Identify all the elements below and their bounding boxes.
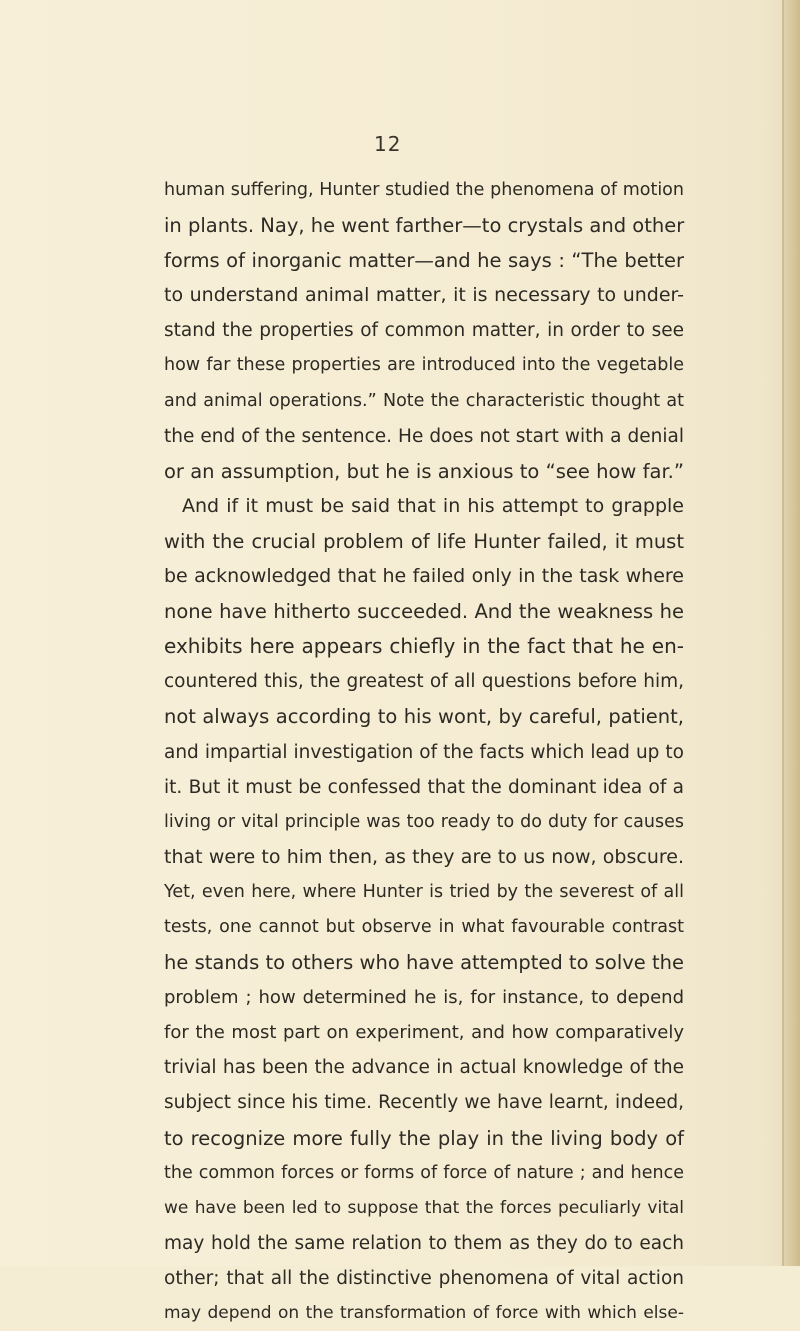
- text-line: living or vital principle was too ready to do duty for causes: [164, 811, 684, 832]
- text-line: may depend on the transformation of force with which else-: [164, 1303, 684, 1323]
- page-number: 12: [374, 132, 402, 156]
- text-line: with the crucial problem of life Hunter failed, it must: [164, 529, 684, 553]
- text-line: the common forces or forms of force of nature ; and hence: [164, 1162, 684, 1183]
- text-line: that were to him then, as they are to us now, obscure.: [164, 845, 684, 868]
- text-line: for the most part on experiment, and how comparatively: [164, 1022, 684, 1044]
- text-line: problem ; how determined he is, for instance, to depend: [164, 987, 684, 1009]
- text-line: other; that all the distinctive phenomena of vital action: [164, 1267, 684, 1289]
- text-line: And if it must be said that in his attempt to grapple: [182, 494, 684, 517]
- text-line: tests, one cannot but observe in what favourable contrast: [164, 916, 684, 937]
- text-line: and impartial investigation of the facts which lead up to: [164, 741, 684, 763]
- text-line: to recognize more fully the play in the living body of: [164, 1126, 684, 1150]
- page-edge-line: [782, 0, 784, 1266]
- text-line: Yet, even here, where Hunter is tried by the severest of all: [164, 881, 684, 902]
- text-line: may hold the same relation to them as they do to each: [164, 1232, 684, 1254]
- text-line: the end of the sentence. He does not start with a denial: [164, 425, 684, 447]
- text-line: be acknowledged that he failed only in the task where: [164, 565, 684, 588]
- text-line: countered this, the greatest of all questions before him,: [164, 671, 684, 693]
- text-line: we have been led to suppose that the forces peculiarly vital: [164, 1197, 684, 1218]
- text-line: he stands to others who have attempted to solve the: [164, 951, 684, 975]
- text-line: forms of inorganic matter—and he says : “The better: [164, 249, 684, 273]
- text-line: and animal operations.” Note the characteristic thought at: [164, 390, 684, 411]
- text-line: none have hitherto succeeded. And the weakness he: [164, 600, 684, 624]
- text-line: not always according to his wont, by careful, patient,: [164, 705, 684, 729]
- text-line: trivial has been the advance in actual knowledge of the: [164, 1057, 684, 1079]
- body-text: [164, 173, 684, 1331]
- text-line: stand the properties of common matter, in order to see: [164, 320, 684, 342]
- text-line: in plants. Nay, he went farther—to crystals and other: [164, 214, 685, 238]
- text-line: how far these properties are introduced into the vegetable: [164, 355, 684, 376]
- text-line: exhibits here appears chiefly in the fact that he en-: [164, 634, 684, 659]
- text-line: to understand animal matter, it is necessary to under-: [164, 284, 684, 307]
- text-line: human suffering, Hunter studied the phenomena of motion: [164, 180, 684, 200]
- text-line: it. But it must be confessed that the dominant idea of a: [164, 776, 684, 798]
- text-line: or an assumption, but he is anxious to “see how far.”: [164, 459, 684, 483]
- page-edge: [782, 0, 800, 1266]
- text-line: subject since his time. Recently we have learnt, indeed,: [164, 1092, 684, 1114]
